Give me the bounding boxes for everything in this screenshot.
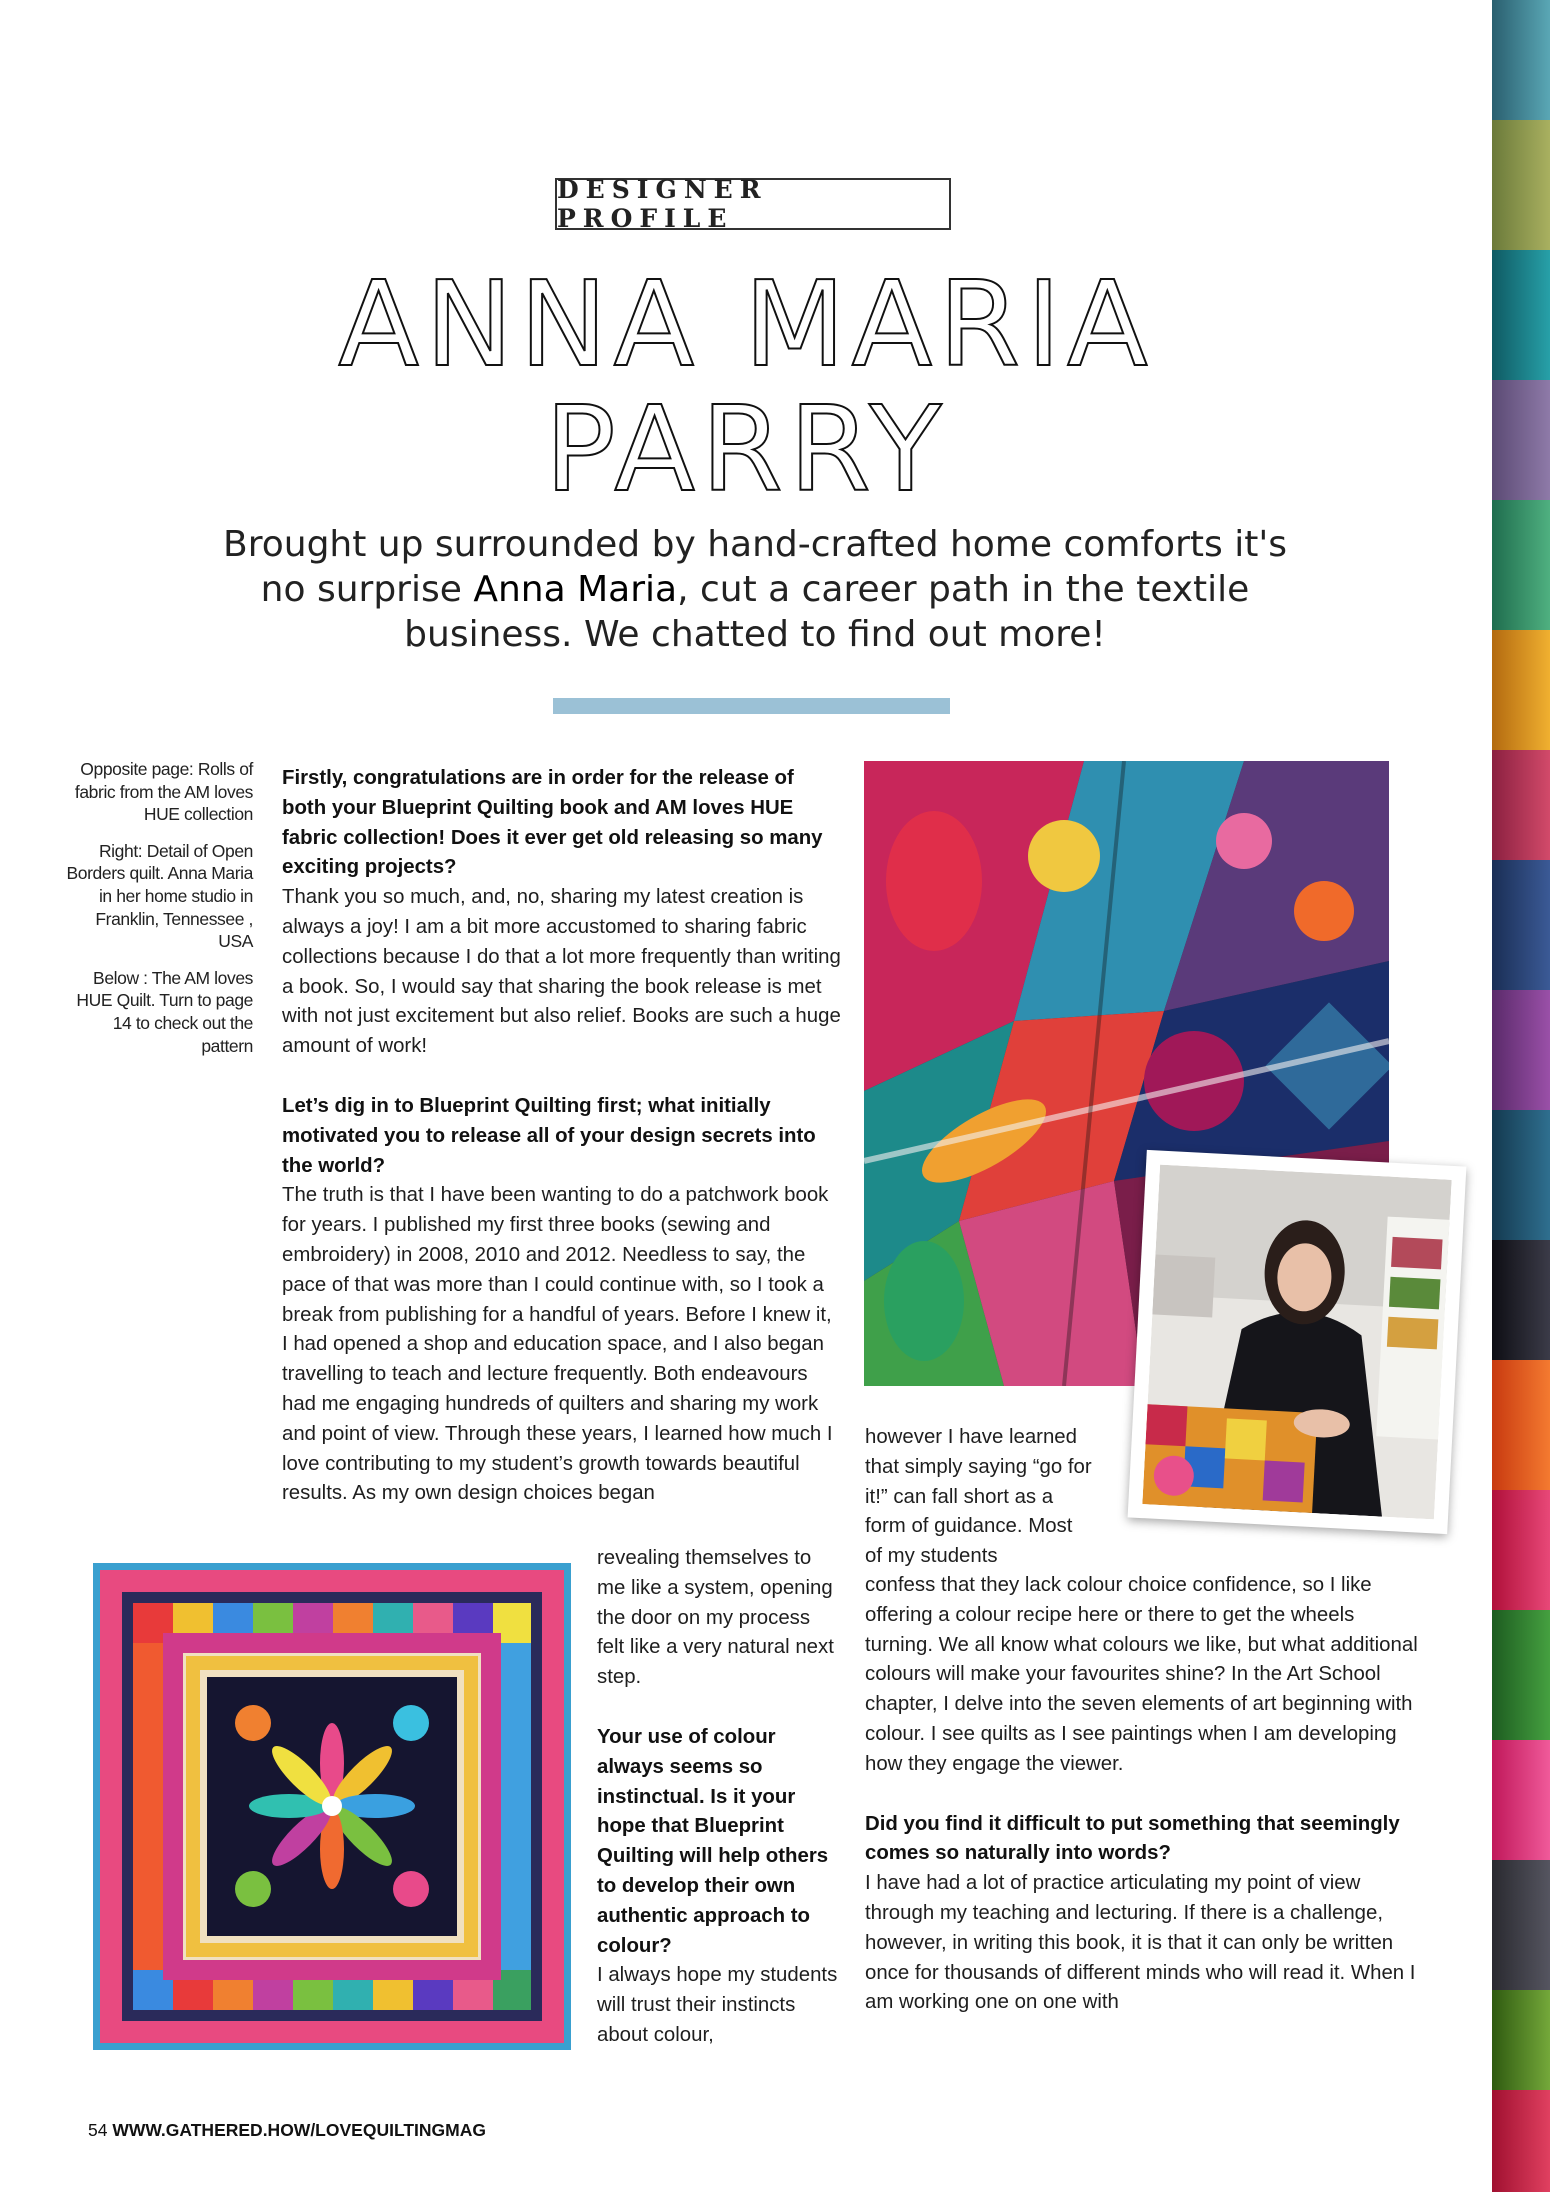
- answer-1: Thank you so much, and, no, sharing my latest creation is always a joy! I am a bit more accustomed to sharing fabric collections because I do that a lot more frequently than writing a book. So, I would say that sharing the book release is met with not just excitement but also relief. Books are such a huge amount of work!: [282, 886, 841, 1058]
- fabric-rolls-strip-photo: [1492, 0, 1550, 2192]
- standfirst: [210, 522, 1300, 657]
- answer-3-continued-narrow: however I have learned that simply saying “go for it!” can fall short as a form of guidance. Most of my students: [865, 1426, 1092, 1568]
- question-2: Let’s dig in to Blueprint Quilting first; what initially motivated you to release all of your design secrets into the world?: [282, 1094, 816, 1177]
- page-folio: [88, 2120, 486, 2141]
- caption-opposite: Opposite page: Rolls of fabric from the AM loves HUE collection: [74, 759, 253, 825]
- headline-line-1: ANNA MARIA: [338, 255, 1154, 393]
- anna-maria-portrait-photo: [1142, 1165, 1451, 1520]
- magazine-url: WWW.GATHERED.HOW/LOVEQUILTINGMAG: [112, 2120, 486, 2140]
- question-3: Your use of colour always seems so instinctual. Is it your hope that Blueprint Quilting will help others to develop their own authentic approach to colour?: [597, 1725, 829, 1957]
- header-divider: [553, 698, 950, 714]
- question-1: Firstly, congratulations are in order for the release of both your Blueprint Quilting book and AM loves HUE fabric collection! Does it ever get old releasing so many exciting projects?: [282, 767, 823, 879]
- section-kicker: DESIGNER PROFILE: [555, 178, 951, 230]
- answer-3: I always hope my students will trust their instincts about colour,: [597, 1964, 838, 2046]
- answer-4: I have had a lot of practice articulating my point of view through my teaching and lecturing. If there is a challenge, however, in writing this book, it is that it can only be written once for thousands of different minds who will read it. When I am working one on one with: [865, 1872, 1416, 2014]
- article-column-1-narrow: [597, 1544, 842, 2051]
- caption-below: Below : The AM loves HUE Quilt. Turn to page 14 to check out the pattern: [76, 967, 253, 1056]
- article-column-2-narrow: [865, 1423, 1095, 1572]
- question-4: Did you find it difficult to put something that seemingly comes so naturally into words?: [865, 1812, 1400, 1865]
- page-number: 54: [88, 2120, 108, 2140]
- portrait-photo-frame: [1128, 1150, 1467, 1534]
- answer-3-continued: confess that they lack colour choice confidence, so I like offering a colour recipe here or there to get the wheels turning. We all know what colours we like, but what additional colours will make your favourites shine? In the Art School chapter, I delve into the seven elements of art beginning with colour. I see quilts as I see paintings when I am developing how they engage the viewer.: [865, 1574, 1418, 1775]
- am-loves-hue-quilt-photo: [93, 1563, 571, 2050]
- standfirst-name: Anna Maria: [473, 569, 678, 610]
- headline-line-2: PARRY: [544, 380, 948, 518]
- standfirst-text-before: Brought up surrounded by hand-crafted home comforts it's no surprise: [223, 524, 1287, 610]
- article-column-1: [282, 764, 842, 1509]
- standfirst-text-after: , cut a career path in the textile business. We chatted to find out more!: [404, 569, 1250, 655]
- answer-2-continued: revealing themselves to me like a system, opening the door on my process felt like a very natural next step.: [597, 1547, 834, 1689]
- caption-right: Right: Detail of Open Borders quilt. Anna Maria in her home studio in Franklin, Tennessee , USA: [66, 840, 253, 952]
- answer-2: The truth is that I have been wanting to do a patchwork book for years. I published my first three books (sewing and embroidery) in 2008, 2010 and 2012. Needless to say, the pace of that was more than I could continue with, so I took a break from publishing for a handful of years. Before I knew it, I had opened a shop and education space, and I also began travelling to teach and lecture frequently. Both endeavours had me engaging hundreds of quilters and sharing my work and point of view. Through these years, I learned how much I love contributing to my student’s growth towards beautiful results. As my own design choices began: [282, 1184, 833, 1505]
- photo-captions: [60, 758, 253, 1071]
- article-column-2: [865, 1571, 1425, 2018]
